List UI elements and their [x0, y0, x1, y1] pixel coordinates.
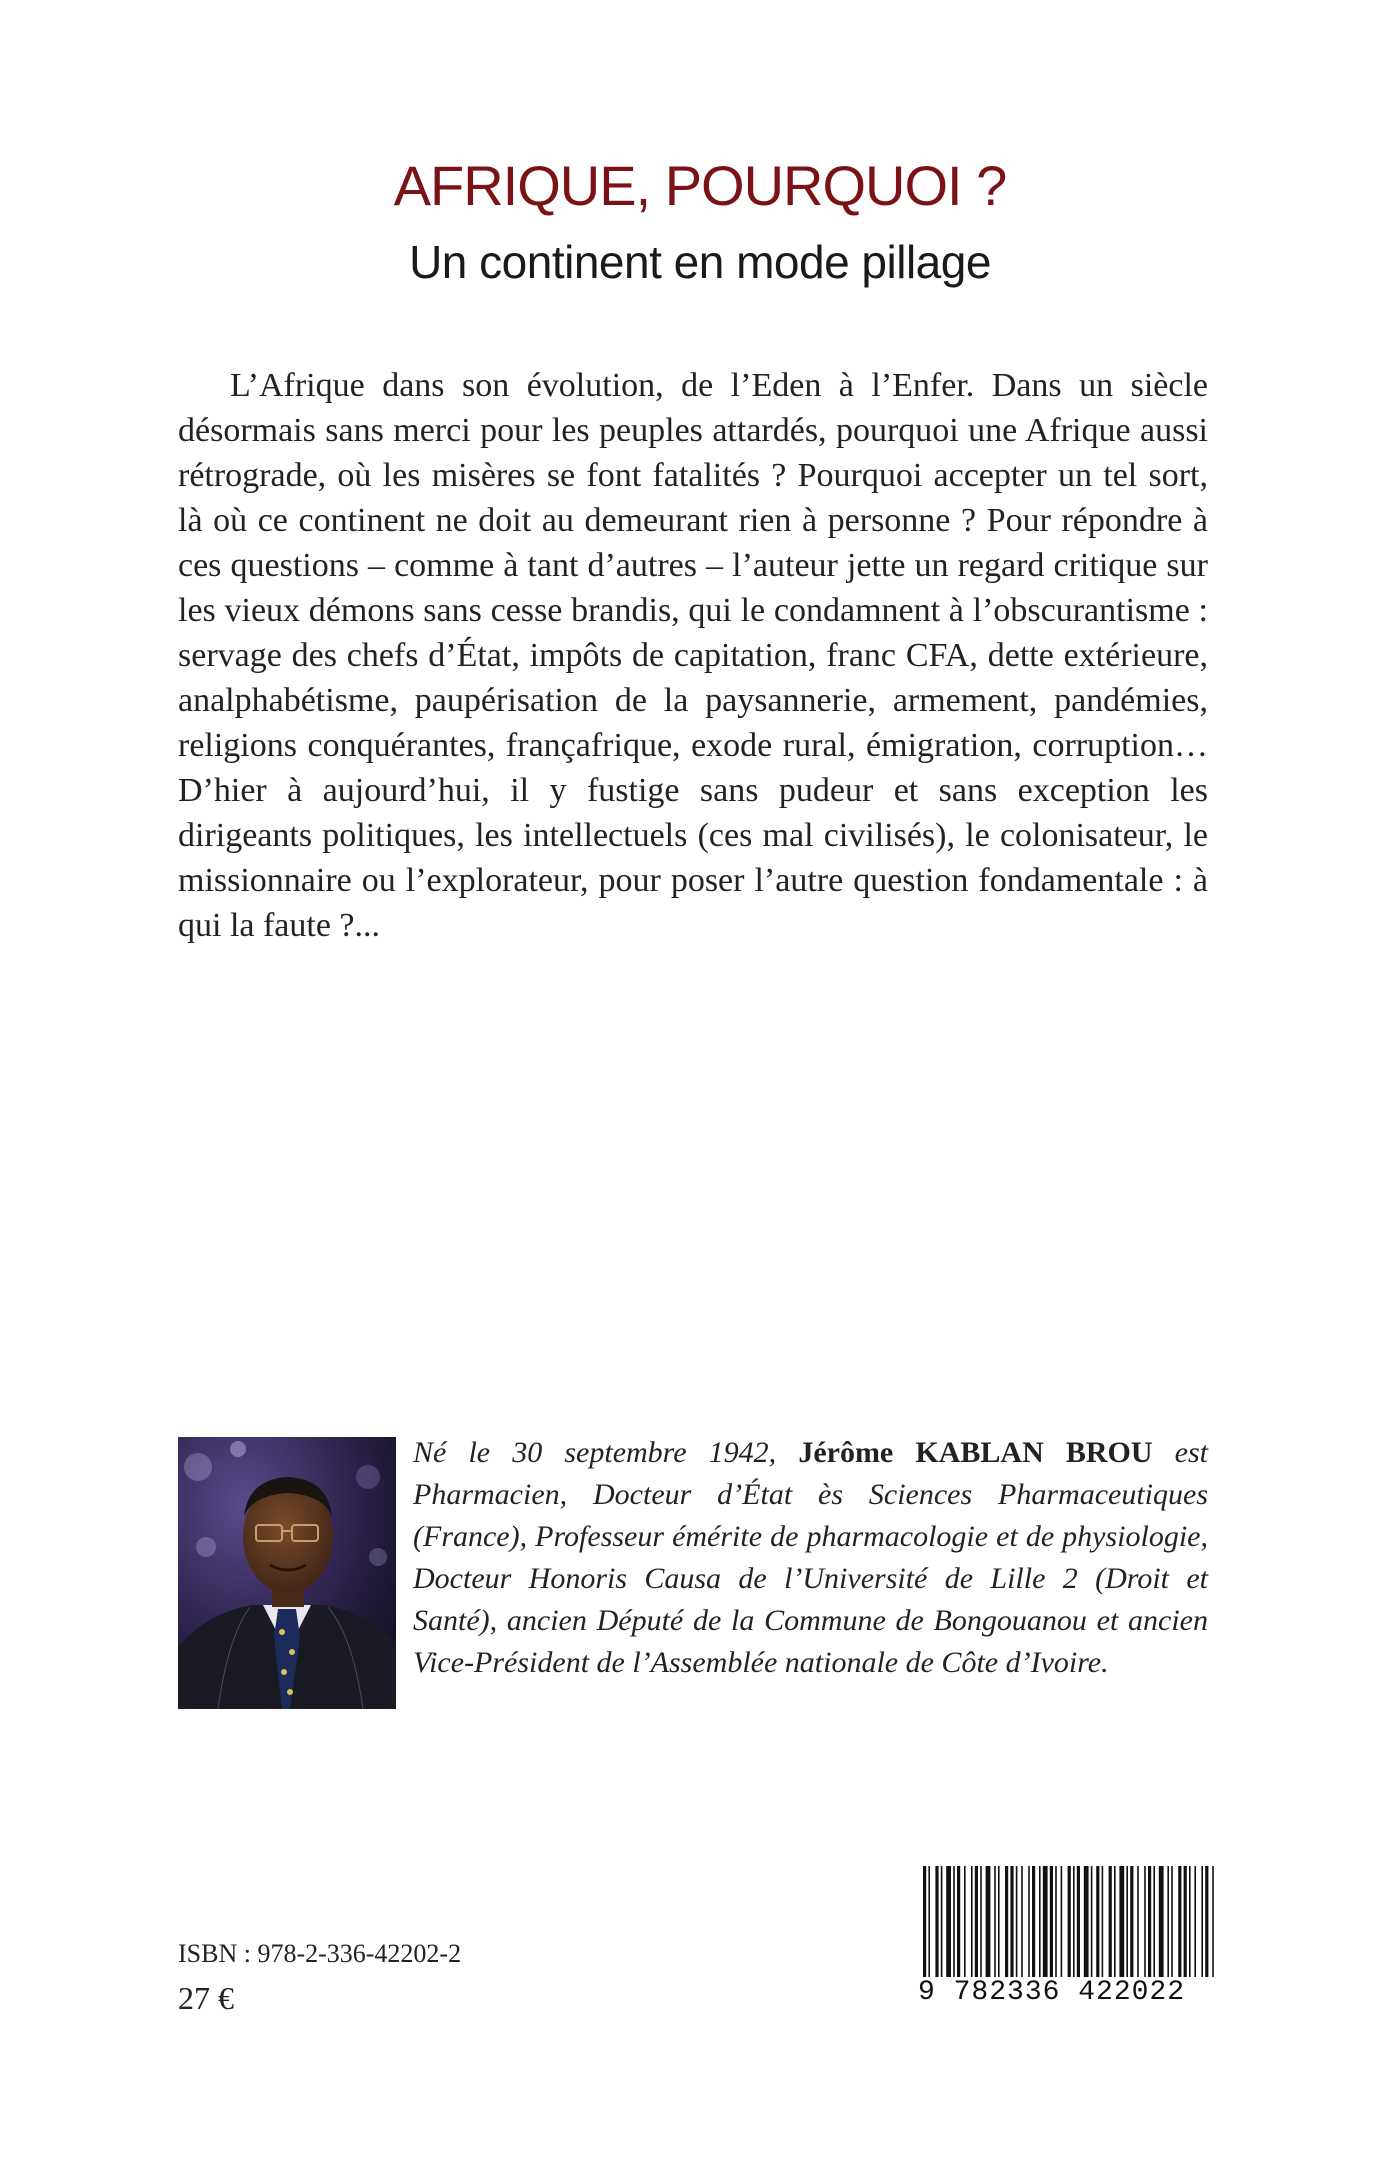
barcode-digits: 9 782336 422022 — [918, 1977, 1218, 2009]
author-biography — [413, 1432, 1208, 1684]
barcode-bar — [1028, 1866, 1030, 1978]
barcode-bar — [1171, 1866, 1173, 1978]
barcode-bar — [1119, 1866, 1124, 1978]
barcode-bar — [1184, 1866, 1187, 1978]
barcode-bar — [1061, 1866, 1063, 1978]
barcode-bar — [1126, 1866, 1128, 1978]
barcode-bar — [1205, 1866, 1208, 1978]
book-blurb: L’Afrique dans son évolution, de l’Eden à l’Enfer. Dans un siècle désormais sans merci pour les peuples attardés, pourquoi une Afrique aussi rétrograde, où les misères se font fatalités ? Pourquoi accepter un tel sort, là où ce continent ne doit au demeurant rien à personne ? Pour répondre à ces questions – comme à tant d’autres – l’auteur jette un regard critique sur les vieux démons sans cesse brandis, qui le condamnent à l’obscurantisme : servage des chefs d’État, impôts de capitation, franc CFA, dette extérieure, analphabétisme, paupérisation de la paysannerie, armement, pandémies, religions conquérantes, françafrique, exode rural, émigration, corruption… D’hier à aujourd’hui, il y fustige sans pudeur et sans exception les dirigeants politiques, les intellectuels (ces mal civilisés), le colonisateur, le missionnaire ou l’explorateur, pour poser l’autre question fondamentale : à qui la faute ?... — [178, 367, 1208, 944]
barcode-bar — [994, 1866, 996, 1978]
barcode-bar — [1091, 1866, 1093, 1978]
barcode-bar — [1201, 1866, 1203, 1978]
book-subtitle: Un continent en mode pillage — [409, 236, 991, 288]
barcode-bar — [1114, 1866, 1116, 1978]
author-portrait-image — [178, 1437, 396, 1709]
barcode-bar — [1043, 1866, 1048, 1978]
barcode-bar — [946, 1866, 951, 1978]
barcode-bar — [1212, 1866, 1214, 1978]
barcode-bars — [915, 1866, 1220, 1978]
barcode-bar — [1167, 1866, 1169, 1978]
barcode-bar — [1005, 1866, 1008, 1978]
barcode-bar — [1189, 1866, 1191, 1978]
book-price: 27 € — [178, 1980, 234, 2016]
barcode-bar — [1032, 1866, 1035, 1978]
barcode-bar — [1096, 1866, 1099, 1978]
barcode-bar — [1039, 1866, 1041, 1978]
barcode-bar — [923, 1866, 926, 1978]
barcode-bar — [1102, 1866, 1104, 1978]
author-name: Jérôme KABLAN BROU — [798, 1436, 1153, 1469]
barcode-bar — [957, 1866, 960, 1978]
barcode-bar — [941, 1866, 943, 1978]
barcode-bar — [1021, 1866, 1023, 1978]
barcode-bar — [975, 1866, 978, 1978]
barcode-bar — [1130, 1866, 1133, 1978]
barcode-bar — [1073, 1866, 1075, 1978]
author-bio-text: est Pharmacien, Docteur d’État ès Sciences Pharmaceutiques (France), Professeur émérite de pharmacologie et de physiologie, Docteur Honoris Causa de l’Université de Lille 2 (Droit et Santé), ancien Député de la Commune de Bongouanou et ancien Vice-Président de l’Assemblée nationale de Côte d’Ivoire. — [413, 1436, 1208, 1679]
barcode-bar — [1084, 1866, 1089, 1978]
barcode-bar — [1109, 1866, 1112, 1978]
barcode-bar — [1159, 1866, 1164, 1978]
barcode-bar — [1148, 1866, 1151, 1978]
barcode-bar — [1178, 1866, 1181, 1978]
barcode-bar — [1137, 1866, 1139, 1978]
barcode-bar — [964, 1866, 966, 1978]
barcode-bar — [1194, 1866, 1196, 1978]
barcode-bar — [980, 1866, 982, 1978]
barcode-bar — [935, 1866, 938, 1978]
barcode-bar — [971, 1866, 973, 1978]
barcode-bar — [1068, 1866, 1071, 1978]
isbn-number: ISBN : 978-2-336-42202-2 — [178, 1939, 462, 1968]
barcode-bar — [1016, 1866, 1018, 1978]
barcode-bar — [1077, 1866, 1080, 1978]
barcode-bar — [1010, 1866, 1013, 1978]
barcode-bar — [1050, 1866, 1053, 1978]
barcode-bar — [928, 1866, 930, 1978]
barcode-bar — [986, 1866, 991, 1978]
barcode-bar — [998, 1866, 1000, 1978]
barcode-bar — [1144, 1866, 1146, 1978]
author-photo — [178, 1437, 396, 1709]
book-title: AFRIQUE, POURQUOI ? — [393, 154, 1007, 217]
barcode-bar — [953, 1866, 955, 1978]
barcode-bar — [1055, 1866, 1057, 1978]
barcode-bar — [1153, 1866, 1155, 1978]
author-bio-intro: Né le 30 septembre 1942, — [413, 1436, 799, 1469]
